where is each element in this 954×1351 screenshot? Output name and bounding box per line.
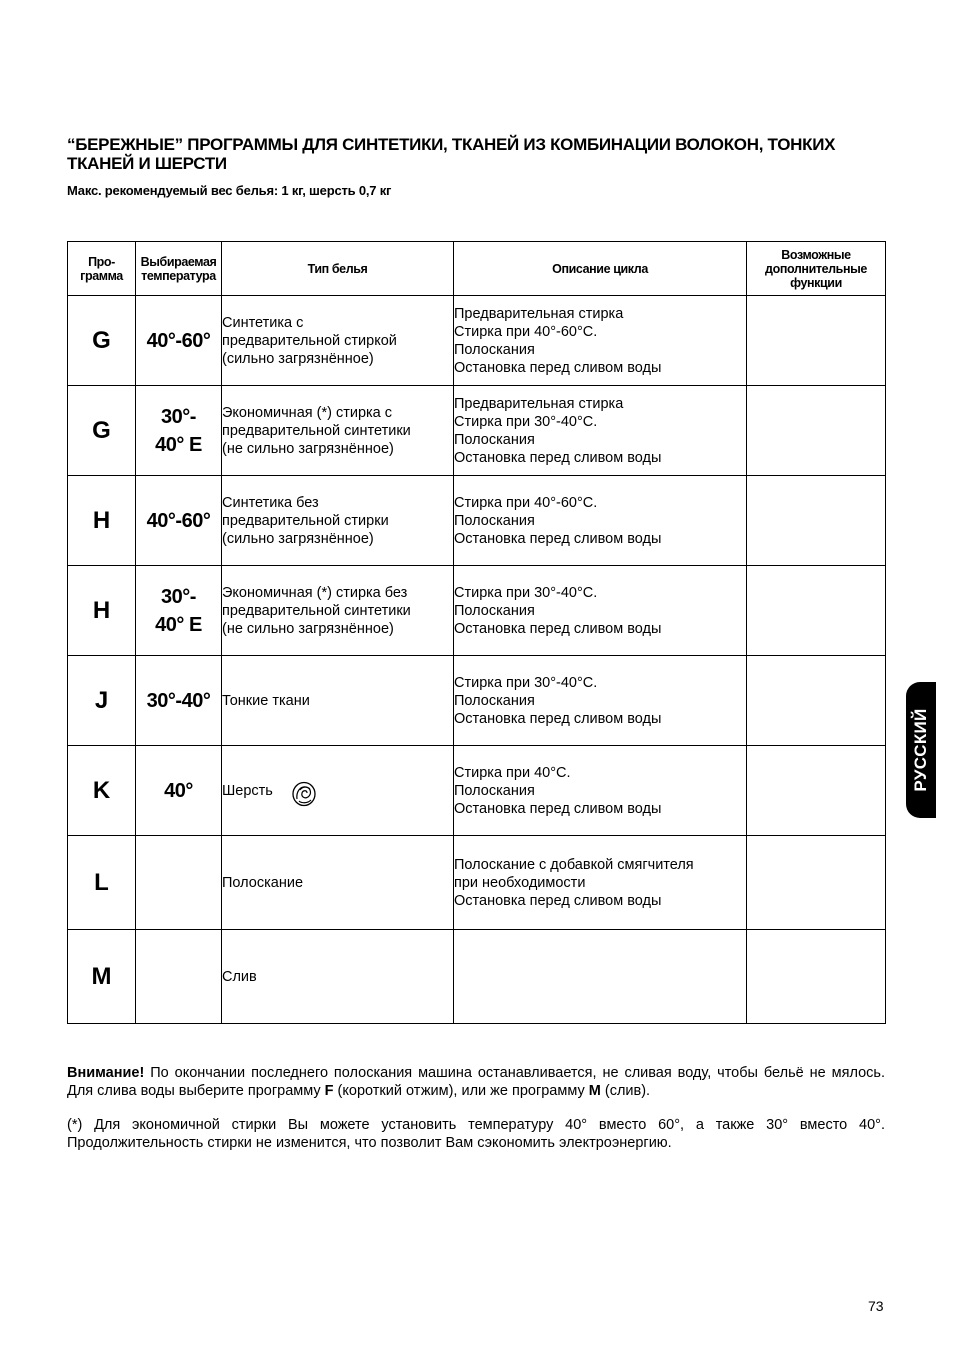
- type-line: (сильно загрязнённое): [222, 350, 374, 367]
- header-program-line: грамма: [80, 268, 123, 283]
- wool-symbol-icon: [291, 781, 317, 807]
- header-laundry-type: Тип белья: [222, 242, 454, 296]
- page-number: 73: [868, 1298, 884, 1314]
- desc-line: Стирка при 40°-60°С.: [454, 494, 598, 511]
- temperature-line: 30°-: [161, 405, 196, 428]
- program-letter: G: [68, 386, 136, 476]
- type-line: Экономичная (*) стирка без: [222, 584, 408, 601]
- type-line: Синтетика с: [222, 314, 304, 331]
- warning-text: (короткий отжим), или же программу: [333, 1083, 589, 1099]
- warning-label: Внимание!: [67, 1065, 145, 1081]
- header-cycle-description: Описание цикла: [454, 242, 747, 296]
- header-options-line: дополнительные: [765, 261, 867, 276]
- temperature-cell: [136, 386, 222, 476]
- header-options-line: Возможные: [781, 247, 851, 262]
- options-cell: [747, 476, 886, 566]
- program-letter: K: [68, 746, 136, 836]
- type-line: (сильно загрязнённое): [222, 530, 374, 547]
- laundry-type-cell: [222, 930, 454, 1024]
- type-line: (не сильно загрязнённое): [222, 620, 394, 637]
- header-options-line: функции: [790, 275, 842, 290]
- desc-line: Остановка перед сливом воды: [454, 530, 662, 547]
- warning-text: По окончании последнего полоскания машина останавливается, не сливая воду, чтобы бельё не мялось. Для слива воды выберите программу: [67, 1065, 885, 1099]
- program-letter: J: [68, 656, 136, 746]
- desc-line: при необходимости: [454, 874, 586, 891]
- program-letter: M: [68, 930, 136, 1024]
- type-line: предварительной стирки: [222, 512, 389, 529]
- header-program: [68, 242, 136, 296]
- header-temperature: [136, 242, 222, 296]
- warning-note: [67, 1064, 885, 1100]
- desc-line: Полоскания: [454, 512, 535, 529]
- desc-line: Остановка перед сливом воды: [454, 892, 662, 909]
- language-tab: [906, 682, 936, 818]
- table-row: [68, 656, 886, 746]
- laundry-type-cell: [222, 296, 454, 386]
- programs-table: [67, 241, 886, 1024]
- desc-line: Предварительная стирка: [454, 395, 624, 412]
- max-load-subtitle: Макс. рекомендуемый вес белья: 1 кг, шерсть 0,7 кг: [67, 183, 392, 198]
- desc-line: Остановка перед сливом воды: [454, 800, 662, 817]
- type-line: Слив: [222, 968, 257, 985]
- cycle-description-cell: [454, 930, 747, 1024]
- temperature-cell: [136, 836, 222, 930]
- program-letter: G: [68, 296, 136, 386]
- desc-line: Стирка при 30°-40°С.: [454, 584, 598, 601]
- laundry-type-cell: [222, 476, 454, 566]
- laundry-type-cell: [222, 746, 454, 836]
- temperature-cell: [136, 930, 222, 1024]
- type-line: предварительной синтетики: [222, 422, 411, 439]
- options-cell: [747, 930, 886, 1024]
- desc-line: Остановка перед сливом воды: [454, 710, 662, 727]
- desc-line: Стирка при 30°-40°С.: [454, 674, 598, 691]
- header-options: [747, 242, 886, 296]
- temperature-cell: [136, 656, 222, 746]
- temperature-cell: [136, 566, 222, 656]
- type-line: Шерсть: [222, 782, 273, 799]
- desc-line: Полоскания: [454, 602, 535, 619]
- table-row: [68, 296, 886, 386]
- options-cell: [747, 296, 886, 386]
- desc-line: Остановка перед сливом воды: [454, 449, 662, 466]
- table-row: [68, 746, 886, 836]
- cycle-description-cell: [454, 746, 747, 836]
- options-cell: [747, 386, 886, 476]
- temperature-line: 40°-60°: [146, 509, 211, 532]
- cycle-description-cell: [454, 656, 747, 746]
- table-row: [68, 836, 886, 930]
- options-cell: [747, 836, 886, 930]
- table-row: [68, 930, 886, 1024]
- temperature-line: 40°-60°: [146, 329, 211, 352]
- desc-line: Полоскания: [454, 692, 535, 709]
- program-m-ref: M: [588, 1083, 601, 1099]
- desc-line: Остановка перед сливом воды: [454, 620, 662, 637]
- type-line: (не сильно загрязнённое): [222, 440, 394, 457]
- laundry-type-cell: [222, 656, 454, 746]
- desc-line: Полоскания: [454, 782, 535, 799]
- language-tab-label: РУССКИЙ: [911, 708, 930, 792]
- laundry-type-cell: [222, 386, 454, 476]
- cycle-description-cell: [454, 476, 747, 566]
- type-line: Полоскание: [222, 874, 304, 891]
- desc-line: Полоскание с добавкой смягчителя: [454, 856, 694, 873]
- header-program-line: Про-: [88, 254, 115, 269]
- program-letter: L: [68, 836, 136, 930]
- type-line: Синтетика без: [222, 494, 319, 511]
- header-temperature-line: Выбираемая: [140, 254, 217, 269]
- table-row: [68, 566, 886, 656]
- temperature-line: 30°-: [161, 585, 196, 608]
- options-cell: [747, 746, 886, 836]
- cycle-description-cell: [454, 296, 747, 386]
- temperature-line: 30°-40°: [146, 689, 211, 712]
- page-title: “БЕРЕЖНЫЕ” ПРОГРАММЫ ДЛЯ СИНТЕТИКИ, ТКАНЕЙ ИЗ КОМБИНАЦИИ ВОЛОКОН, ТОНКИХ ТКАНЕЙ И ШЕРСТИ: [67, 135, 836, 173]
- type-line: Тонкие ткани: [222, 692, 310, 709]
- temperature-cell: [136, 296, 222, 386]
- economy-note: (*) Для экономичной стирки Вы можете установить температуру 40° вместо 60°, а также 30° вместо 40°. Продолжительность стирки не изменится, что позволит Вам сэкономить электроэнергию.: [67, 1117, 885, 1151]
- desc-line: Предварительная стирка: [454, 305, 624, 322]
- temperature-cell: [136, 476, 222, 566]
- laundry-type-cell: [222, 566, 454, 656]
- type-line: предварительной синтетики: [222, 602, 411, 619]
- temperature-line: 40° E: [155, 613, 202, 636]
- laundry-type-cell: [222, 836, 454, 930]
- temperature-cell: [136, 746, 222, 836]
- desc-line: Полоскания: [454, 341, 535, 358]
- cycle-description-cell: [454, 836, 747, 930]
- table-row: [68, 476, 886, 566]
- temperature-line: 40° E: [155, 433, 202, 456]
- type-line: Экономичная (*) стирка с: [222, 404, 393, 421]
- desc-line: Стирка при 40°С.: [454, 764, 571, 781]
- program-letter: H: [68, 476, 136, 566]
- options-cell: [747, 566, 886, 656]
- program-letter: H: [68, 566, 136, 656]
- header-temperature-line: температура: [141, 268, 216, 283]
- type-line: предварительной стиркой: [222, 332, 397, 349]
- desc-line: Стирка при 40°-60°С.: [454, 323, 598, 340]
- table-row: [68, 386, 886, 476]
- temperature-line: 40°: [164, 779, 193, 802]
- table-header-row: [68, 242, 886, 296]
- cycle-description-cell: [454, 566, 747, 656]
- desc-line: Стирка при 30°-40°С.: [454, 413, 598, 430]
- program-f-ref: F: [324, 1083, 334, 1099]
- desc-line: Полоскания: [454, 431, 535, 448]
- options-cell: [747, 656, 886, 746]
- desc-line: Остановка перед сливом воды: [454, 359, 662, 376]
- cycle-description-cell: [454, 386, 747, 476]
- warning-text: (слив).: [600, 1083, 651, 1099]
